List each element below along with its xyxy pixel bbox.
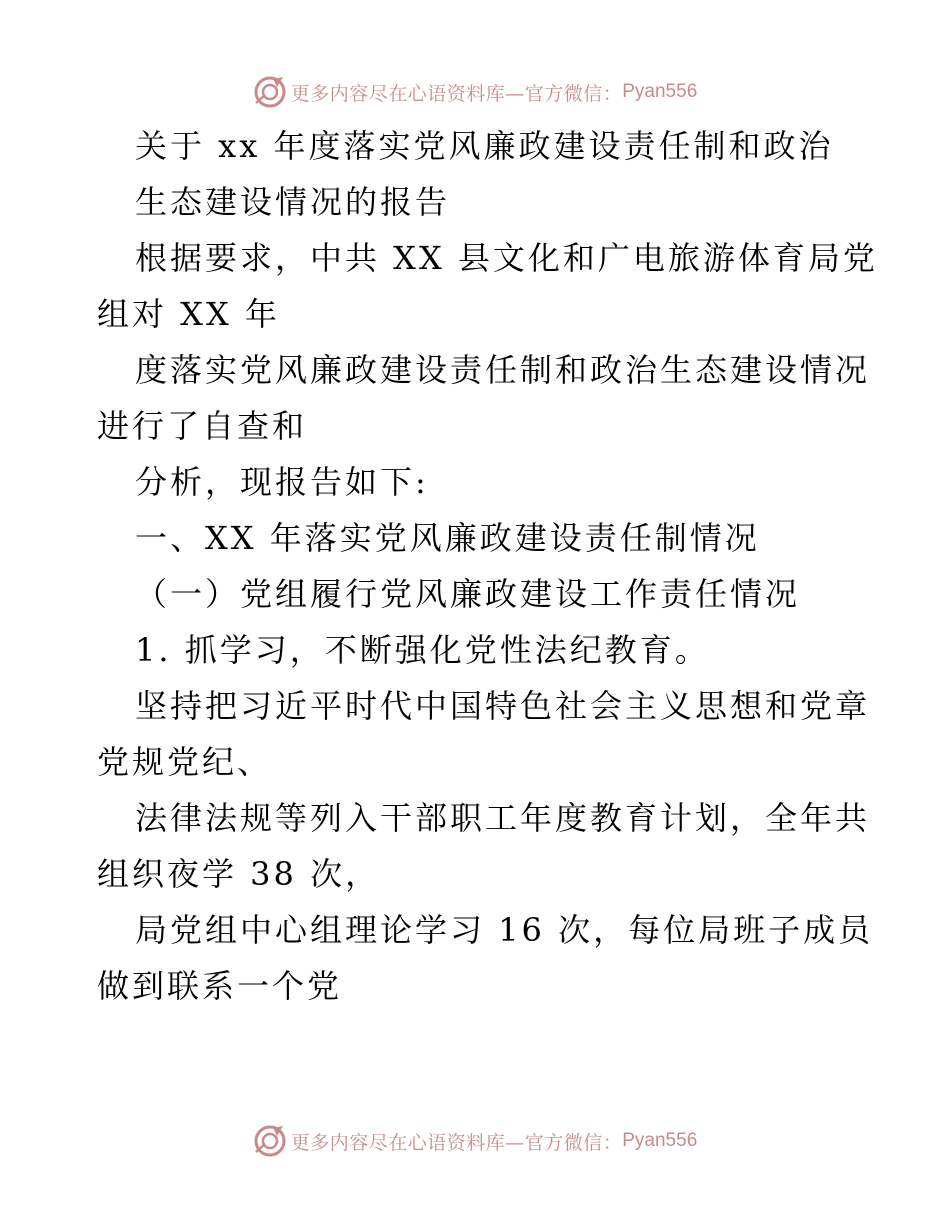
watermark-wechat-id: Pyan556 xyxy=(622,1130,698,1151)
paragraph-line: 组对 XX 年 xyxy=(97,295,280,333)
paragraph-line: 做到联系一个党 xyxy=(97,967,343,1005)
paragraph-line: 组织夜学 38 次， xyxy=(97,855,381,893)
paragraph-line: 进行了自查和 xyxy=(97,407,308,445)
pen-logo-icon xyxy=(253,1124,287,1158)
paragraph-line: 法律法规等列入干部职工年度教育计划，全年共 xyxy=(135,799,871,837)
document-body xyxy=(97,118,878,1014)
paragraph-line: 分析，现报告如下: xyxy=(135,463,429,501)
paragraph-line: 度落实党风廉政建设责任制和政治生态建设情况 xyxy=(135,351,871,389)
paragraph-line: 根据要求，中共 XX 县文化和广电旅游体育局党 xyxy=(135,239,878,277)
watermark-text: 更多内容尽在心语资料库—官方微信： xyxy=(290,82,623,105)
header-watermark xyxy=(0,72,950,112)
paragraph-line: 局党组中心组理论学习 16 次，每位局班子成员 xyxy=(135,911,874,949)
pen-logo-icon xyxy=(253,75,287,109)
title-line-1: 关于 xx 年度落实党风廉政建设责任制和政治 xyxy=(135,127,834,165)
watermark-wechat-id: Pyan556 xyxy=(622,81,698,102)
title-line-2: 生态建设情况的报告 xyxy=(135,183,451,221)
watermark-text: 更多内容尽在心语资料库—官方微信： xyxy=(290,1131,623,1154)
paragraph-line: 党规党纪、 xyxy=(97,743,273,781)
footer-watermark xyxy=(0,1121,950,1161)
paragraph-line: 坚持把习近平时代中国特色社会主义思想和党章 xyxy=(135,687,871,725)
section-heading: 一、XX 年落实党风廉政建设责任制情况 xyxy=(135,519,760,557)
subsection-heading: （一）党组履行党风廉政建设工作责任情况 xyxy=(135,575,801,613)
item-heading: 1. 抓学习，不断强化党性法纪教育。 xyxy=(135,631,710,669)
